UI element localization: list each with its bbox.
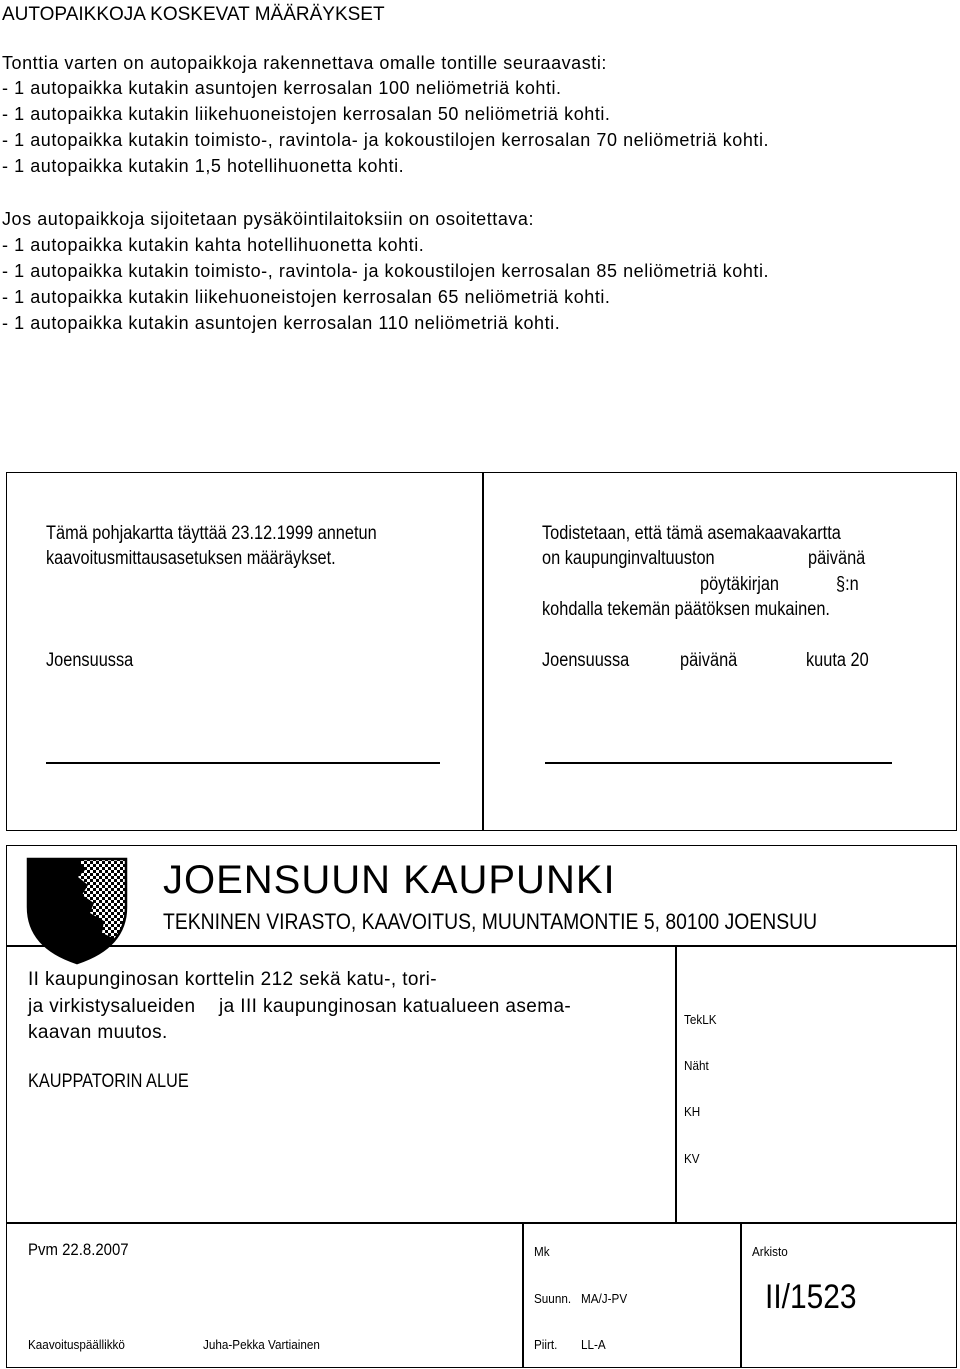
office-address: TEKNINEN VIRASTO, KAAVOITUS, MUUNTAMONTIE 5, 80100 JOENSUU	[163, 909, 818, 934]
plan-description-line1: II kaupunginosan korttelin 212 sekä katu-, tori-	[28, 969, 437, 990]
bottom-divider-2	[740, 1222, 742, 1368]
right-day: päivänä	[680, 650, 738, 671]
approval-statement-line2a: on kaupunginvaltuuston	[542, 548, 715, 569]
approvals-divider	[675, 945, 677, 1224]
plan-description-line2a: ja virkistysalueiden	[28, 996, 196, 1017]
regulation-line: - 1 autopaikka kutakin 1,5 hotellihuonetta kohti.	[2, 156, 405, 176]
approval-statement-line2b: päivänä	[808, 548, 866, 569]
right-month: kuuta 20	[806, 650, 869, 671]
regulation-line: - 1 autopaikka kutakin kahta hotellihuonetta kohti.	[2, 235, 425, 255]
regulation-line: - 1 autopaikka kutakin toimisto-, ravintola- ja kokoustilojen kerrosalan 85 neliömetriä kohti.	[2, 261, 770, 281]
bottom-row-divider	[6, 1222, 957, 1224]
left-signature-line	[46, 762, 440, 764]
plan-description-line2b: ja III kaupunginosan katualueen asema-	[219, 996, 572, 1017]
certification-divider	[482, 472, 484, 831]
right-signature-line	[545, 762, 892, 764]
arkisto-label: Arkisto	[752, 1244, 788, 1259]
title-divider	[6, 945, 957, 947]
approval-kv: KV	[684, 1151, 700, 1166]
area-name: KAUPPATORIN ALUE	[28, 1071, 189, 1092]
regulation-line: - 1 autopaikka kutakin asuntojen kerrosalan 110 neliömetriä kohti.	[2, 313, 561, 333]
suunn-label: Suunn.	[534, 1291, 572, 1306]
chief-name: Juha-Pekka Vartiainen	[203, 1337, 320, 1352]
arkisto-number: II/1523	[765, 1278, 857, 1316]
regulations-title: AUTOPAIKKOJA KOSKEVAT MÄÄRÄYKSET	[2, 4, 385, 25]
bottom-divider-1	[522, 1222, 524, 1368]
basemap-statement-line1: Tämä pohjakartta täyttää 23.12.1999 annetun	[46, 523, 377, 544]
approval-teklk: TekLK	[684, 1012, 717, 1027]
piirt-value: LL-A	[581, 1337, 606, 1352]
plan-description-line3: kaavan muutos.	[28, 1022, 168, 1043]
regulation-line: Tonttia varten on autopaikkoja rakennettava omalle tontille seuraavasti:	[2, 53, 607, 73]
plan-date: Pvm 22.8.2007	[28, 1240, 129, 1259]
city-name: JOENSUUN KAUPUNKI	[163, 858, 616, 902]
chief-label: Kaavoituspäällikkö	[28, 1337, 125, 1352]
right-place: Joensuussa	[542, 650, 630, 671]
mk-label: Mk	[534, 1244, 550, 1259]
basemap-statement-line2: kaavoitusmittausasetuksen määräykset.	[46, 548, 336, 569]
city-coat-of-arms-icon	[24, 855, 130, 967]
suunn-value: MA/J-PV	[581, 1291, 628, 1306]
regulation-line: Jos autopaikkoja sijoitetaan pysäköintilaitoksiin on osoitettava:	[2, 209, 535, 229]
approval-statement-line3b: §:n	[836, 574, 859, 595]
approval-statement-line1: Todistetaan, että tämä asemakaavakartta	[542, 523, 841, 544]
piirt-label: Piirt.	[534, 1337, 558, 1352]
regulation-line: - 1 autopaikka kutakin liikehuoneistojen kerrosalan 65 neliömetriä kohti.	[2, 287, 611, 307]
regulation-line: - 1 autopaikka kutakin toimisto-, ravintola- ja kokoustilojen kerrosalan 70 neliömetriä kohti.	[2, 130, 770, 150]
approval-naht: Näht	[684, 1058, 709, 1073]
left-place: Joensuussa	[46, 650, 134, 671]
regulation-line: - 1 autopaikka kutakin liikehuoneistojen kerrosalan 50 neliömetriä kohti.	[2, 104, 611, 124]
approval-statement-line4: kohdalla tekemän päätöksen mukainen.	[542, 599, 830, 620]
regulation-line: - 1 autopaikka kutakin asuntojen kerrosalan 100 neliömetriä kohti.	[2, 78, 562, 98]
approval-kh: KH	[684, 1104, 701, 1119]
approval-statement-line3a: pöytäkirjan	[700, 574, 780, 595]
